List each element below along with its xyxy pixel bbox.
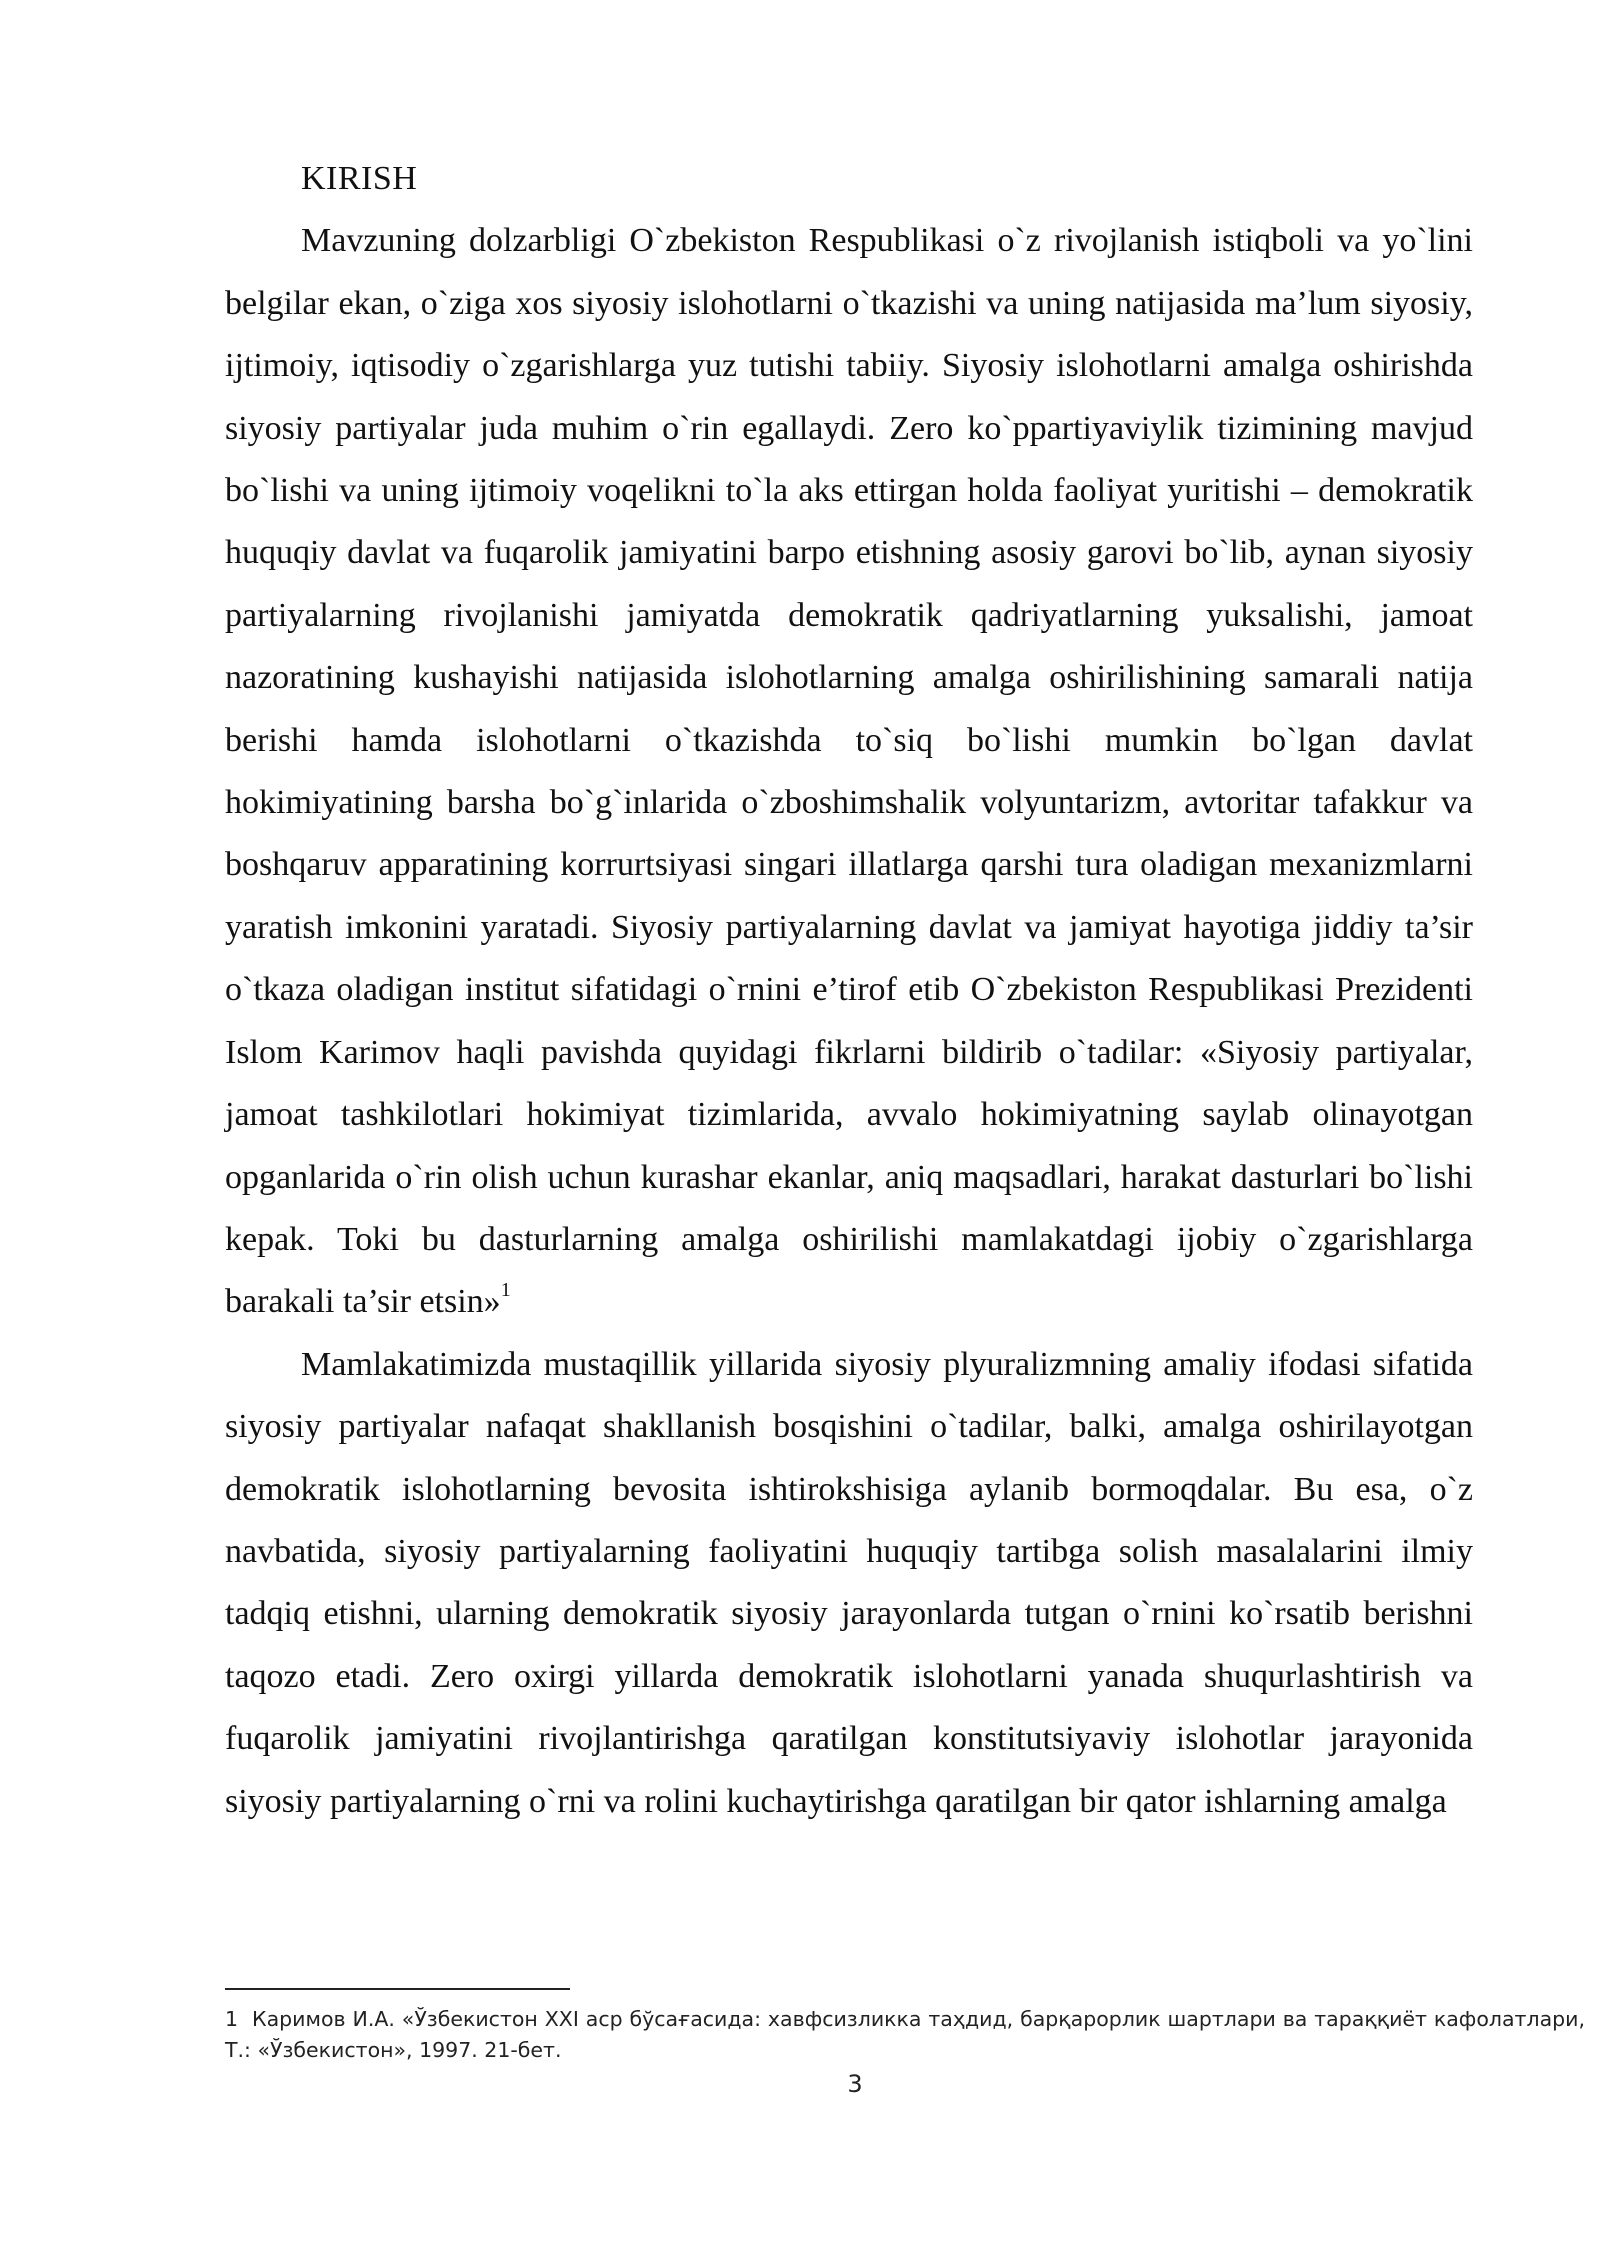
- footnote: [225, 2004, 1585, 2066]
- paragraph-2: [225, 1334, 1473, 1833]
- footnote-text: Каримов И.А. «Ўзбекистон XXI аср бўсағасида: хавфсизликка таҳдид, барқарорлик шартлари ва тараққиёт кафолатлари, Т.: «Ўзбекистон», 1997. 21-бет.: [225, 2007, 1585, 2062]
- paragraph-2-text: Mamlakatimizda mustaqillik yillarida siyosiy plyuralizmning amaliy ifodasi sifatida siyosiy partiyalar nafaqat shakllanish bosqishini o`tadilar, balki, amalga oshirilayotgan demokratik islohotlarning bevosita ishtirokshisiga aylanib bormoqdalar. Bu esa, o`z navbatida, siyosiy partiyalarning faoliyatini huquqiy tartibga solish masalalarini ilmiy tadqiq etishni, ularning demokratik siyosiy jarayonlarda tutgan o`rnini ko`rsatib berishni taqozo etadi. Zero oxirgi yillarda demokratik islohotlarni yanada shuqurlashtirish va fuqarolik jamiyatini rivojlantirishga qaratilgan konstitutsiyaviy islohotlar jarayonida siyosiy partiyalarning o`rni va rolini kuchaytirishga qaratilgan bir qator ishlarning amalga: [225, 1345, 1473, 1820]
- footnote-reference[interactable]: 1: [500, 1278, 511, 1301]
- footnote-separator: [225, 1988, 570, 1990]
- section-heading: KIRISH: [301, 160, 418, 197]
- page-number: 3: [847, 2070, 863, 2098]
- body-text: [225, 148, 1473, 1833]
- paragraph-1-text: Mavzuning dolzarbligi O`zbekiston Respublikasi o`z rivojlanish istiqboli va yo`lini belgilar ekan, o`ziga xos siyosiy islohotlarni o`tkazishi va uning natijasida ma’lum siyosiy, ijtimoiy, iqtisodiy o`zgarishlarga yuz tutishi tabiiy. Siyosiy islohotlarni amalga oshirishda siyosiy partiyalar juda muhim o`rin egallaydi. Zero ko`ppartiyaviylik tizimining mavjud bo`lishi va uning ijtimoiy voqelikni to`la aks ettirgan holda faoliyat yuritishi – demokratik huquqiy davlat va fuqarolik jamiyatini barpo etishning asosiy garovi bo`lib, aynan siyosiy partiyalarning rivojlanishi jamiyatda demokratik qadriyatlarning yuksalishi, jamoat nazoratining kushayishi natijasida islohotlarning amalga oshirilishining samarali natija berishi hamda islohotlarni o`tkazishda to`siq bo`lishi mumkin bo`lgan davlat hokimiyatining barsha bo`g`inlarida o`zboshimshalik volyuntarizm, avtoritar tafakkur va boshqaruv apparatining korrurtsiyasi singari illatlarga qarshi tura oladigan mexanizmlarni yaratish imkonini yaratadi. Siyosiy partiyalarning davlat va jamiyat hayotiga jiddiy ta’sir o`tkaza oladigan institut sifatidagi o`rnini e’tirof etib O`zbekiston Respublikasi Prezidenti Islom Karimov haqli pavishda quyidagi fikrlarni bildirib o`tadilar: «Siyosiy partiyalar, jamoat tashkilotlari hokimiyat tizimlarida, avvalo hokimiyatning saylab olinayotgan opganlarida o`rin olish uchun kurashar ekanlar, aniq maqsadlari, harakat dasturlari bo`lishi kepak. Toki bu dasturlarning amalga oshirilishi mamlakatdagi ijobiy o`zgarishlarga barakali ta’sir etsin»: [225, 222, 1473, 1321]
- footnote-number: 1: [225, 2007, 239, 2031]
- paragraph-1: [225, 210, 1473, 1333]
